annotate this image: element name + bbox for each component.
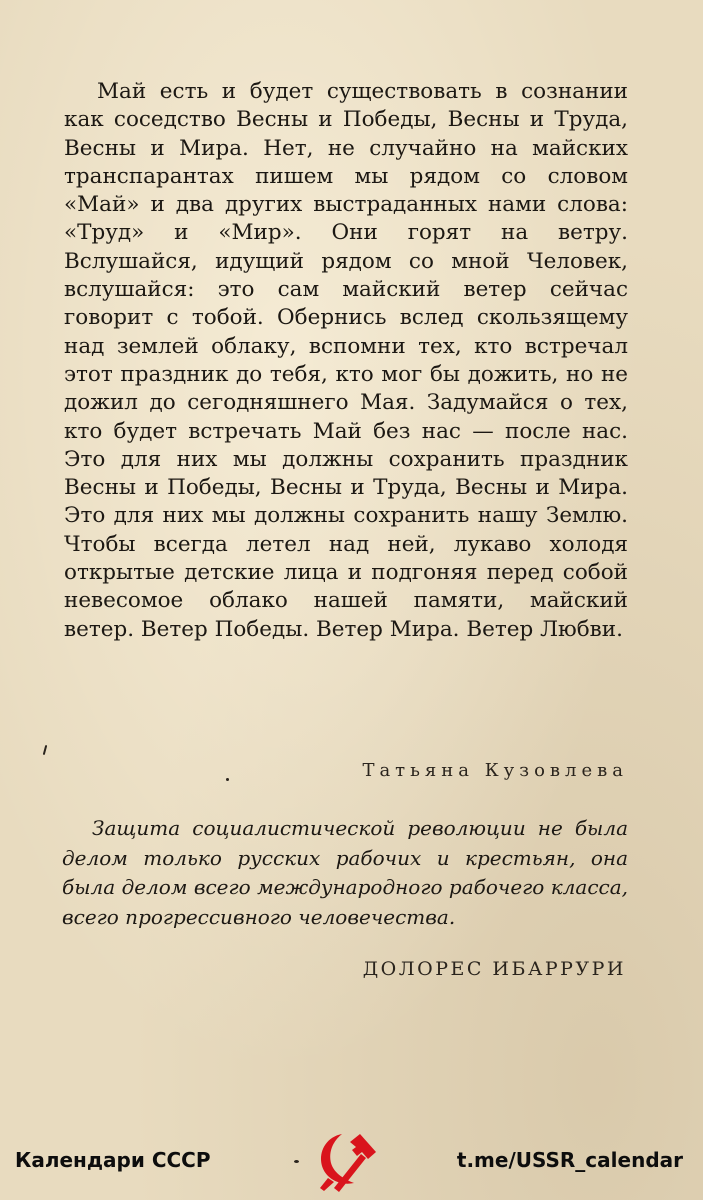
quote-text: Защита социалистической революции не была делом только русских рабочих и крестьян, она была делом всего международного рабочего класса, всего прогрессивного человечества.	[62, 816, 628, 929]
print-speck	[226, 778, 229, 781]
print-speck	[43, 745, 48, 755]
article-author: Татьяна Кузовлева	[362, 760, 628, 781]
article-text: Май есть и будет существовать в сознании как соседство Весны и Победы, Весны и Труда, Весны и Мира. Нет, не случайно на майских транспарантах пишем мы рядом со словом «Май» и два других выстраданных нами слова: «Труд» и «Мир». Они горят на ветру. Вслушайся, идущий рядом со мной Человек, вслушайся: это сам майский ветер сейчас говорит с тобой. Обернись вслед скользящему над землей облаку, вспомни тех, кто встречал этот праздник до тебя, кто мог бы дожить, но не дожил до сегодняшнего Мая. Задумайся о тех, кто будет встречать Май без нас — после нас. Это для них мы должны сохранить праздник Весны и Победы, Весны и Труда, Весны и Мира. Это для них мы должны сохранить нашу Землю. Чтобы всегда летел над ней, лукаво холодя открытые детские лица и подгоняя перед собой невесомое облако нашей памяти, майский ветер. Ветер Победы. Ветер Мира. Ветер Любви.	[64, 79, 628, 642]
hammer-and-sickle-icon	[312, 1128, 382, 1194]
footer-channel-link[interactable]: t.me/USSR_calendar	[456, 1148, 683, 1172]
footer-bar	[0, 1120, 703, 1200]
quote-author: ДОЛОРЕС ИБАРРУРИ	[362, 958, 626, 980]
footer-channel-name: Календари СССР	[15, 1148, 211, 1172]
